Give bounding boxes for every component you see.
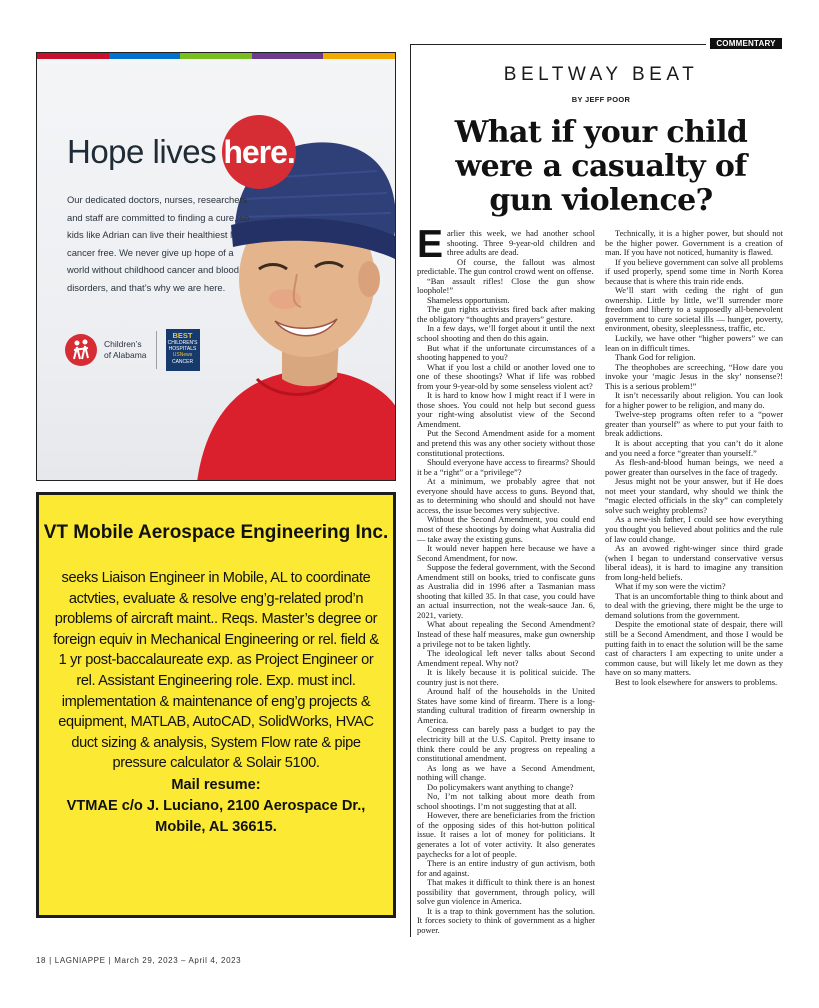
article-paragraph: That is an uncomfortable thing to think about and to deal with the grieving, there might be the urge to demand solutions from the government. (605, 590, 783, 620)
article-paragraph: It is likely because it is political suicide. The country just is not there. (417, 667, 595, 687)
article-paragraph: As an avowed right-winger since third grade (when I began to understand conservative versus liberal ideas), it is hard to imagine any transition from long-held beliefs. (605, 543, 783, 582)
article-headline: What if your child were a casualty of gun violence? (454, 115, 748, 218)
ad-color-stripe (37, 53, 395, 59)
hospital-logo-text (104, 339, 147, 361)
badge-middle: CHILDREN'S HOSPITALS (167, 340, 198, 353)
page-number: 18 (36, 956, 47, 965)
ad-body-text: Our dedicated doctors, nurses, researchers and staff are committed to finding a cure, so kids like Adrian can live their healthiest life – cancer free. We never give up hope of a world without childhood cancer and blood disorders, and that’s why we are here. (67, 194, 250, 293)
article-paragraph: “Ban assault rifles! Close the gun show loophole!” (417, 275, 595, 296)
classified-mail-label: Mail resume: (171, 776, 261, 793)
footer-separator: | (108, 956, 112, 965)
article-paragraph: It is hard to know how I might react if I were in those shoes. You could not help but second guess your right-wing absolutist view of the Second Amendment. (417, 390, 595, 429)
badge-brand: USNews (172, 352, 193, 359)
article-paragraph: It isn’t necessarily about religion. You can look for a higher power to be religion, and many do. (605, 390, 783, 410)
classified-body: seeks Liaison Engineer in Mobile, AL to coordinate actvties, evaluate & resolve eng’g-related prod’n problems of aircraft maint.. Reqs. Master’s degree or foreign equiv in Mechanical Engineering or rel. field & 1 yr post-baccalaureate exp. as Project Engineer or rel. Assistant Engineering role. Exp. must incl. implementation & maintenance of eng’g projects & equipment, MATLAB, AutoCAD, SolidWorks, HVAC duct sizing & analysis, System Flow rate & pipe pressure calculator & Solair 5100. (53, 570, 379, 772)
footer-separator: | (49, 956, 52, 965)
article-paragraph: Should everyone have access to firearms? Should it be a “right” or a “privilege”? (417, 457, 595, 477)
article-paragraph: It would never happen here because we have a Second Amendment, for now. (417, 543, 595, 563)
article-paragraph: Twelve-step programs often refer to a “power greater than yourself” as where to put your faith to break addictions. (605, 409, 783, 439)
article-paragraph: What if my son were the victim? (615, 581, 726, 592)
logo-line-2: of Alabama (104, 350, 147, 360)
ad-stripe-segment (323, 53, 395, 59)
page-footer (36, 956, 241, 965)
article-paragraph: Suppose the federal government, with the Second Amendment still on books, tried to confiscate guns as Australia did in 1996 after a Tasmanian mass shooting that killed 35. In that case, you could have an actual insurrection, not the weak-sauce Jan. 6, 2021, variety. (417, 562, 595, 620)
drop-cap: E (417, 223, 444, 266)
article-paragraph: As flesh-and-blood human beings, we need a power greater than ourselves in the face of tragedy. (605, 457, 783, 477)
ad-headline (67, 115, 296, 189)
article-paragraph: Around half of the households in the United States have some kind of firearm. There is a long-standing cultural tradition of firearm ownership in America. (417, 686, 595, 725)
lead-paragraph (417, 223, 595, 266)
article-paragraph: However, there are beneficiaries from the friction of the opposing sides of this hot-button political issue. It raises a lot of money for politicians. It generates a lot of voter activity. It also generates paychecks for a lot of people. (417, 810, 595, 859)
job-classified-ad (36, 492, 396, 918)
article-paragraph: If you believe government can solve all problems if used properly, spend some time in North Korea because that is where this train ride ends. (605, 256, 783, 286)
column-name: BELTWAY BEAT (503, 64, 699, 85)
classified-address: VTMAE c/o J. Luciano, 2100 Aerospace Dr., Mobile, AL 36615. (66, 797, 366, 835)
article-paragraph: We’ll start with ceding the right of gun ownership. Little by little, we’ll surrender more freedom and liberty to a supposedly all-benevolent government to cure societal ills — hunger, poverty, environment, obesity, sleeplessness, traffic, etc. (605, 285, 783, 334)
article-paragraph: The ideological left never talks about Second Amendment repeal. Why not? (417, 648, 595, 668)
classified-title: VT Mobile Aerospace Engineering Inc. (43, 522, 389, 543)
article-paragraph: Technically, it is a higher power, but should not be the higher power. Government is a creation of man. If you have not noticed, humanity is flawed. (605, 228, 783, 258)
hospital-advertisement (36, 52, 396, 481)
article-paragraph: It is a trap to think government has the solution. It forces society to think of government as a higher power. (417, 905, 595, 935)
article-paragraph: At a minimum, we probably agree that not everyone should have access to guns. Beyond that, as to determining who should and should not have access, the issue becomes very subjective. (417, 476, 595, 515)
article-paragraph: Without the Second Amendment, you could end most of these shootings by doing what Australia did — take away the existing guns. (417, 514, 595, 544)
lead-text: arlier this week, we had another school shooting. Three 9-year-old children and three adults are dead. (447, 228, 595, 258)
article-paragraph: As a new-ish father, I could see how everything you thought you believed about politics and the rule of law could change. (605, 514, 783, 544)
article-paragraph: As long as we have a Second Amendment, nothing will change. (417, 762, 595, 783)
article-paragraph: That makes it difficult to think there is an honest possibility that government, through policy, will solve gun violence in America. (417, 877, 595, 907)
article-paragraph: But what if the unfortunate circumstances of a shooting happened to you? (417, 342, 595, 363)
hospital-logo-icon (65, 334, 97, 366)
ad-stripe-segment (37, 53, 109, 59)
article-paragraph: What about repealing the Second Amendment? Instead of these half measures, make gun ownership a privilege not to be taken lightly. (417, 619, 595, 649)
top-rule (410, 44, 706, 45)
publication-name: LAGNIAPPE (54, 956, 106, 965)
best-hospitals-badge (166, 329, 200, 371)
article-paragraph: The gun rights activists fired back after making the obligatory “thoughts and prayers” gesture. (417, 304, 595, 324)
logo-line-1: Children’s (104, 339, 142, 349)
issue-dates: March 29, 2023 – April 4, 2023 (114, 956, 242, 965)
ad-headline-highlight: here. (222, 115, 296, 189)
article-paragraph: Do policymakers want anything to change? (427, 781, 574, 792)
article-paragraph: There is an entire industry of gun activism, both for and against. (417, 858, 595, 878)
byline: BY JEFF POOR (571, 95, 631, 104)
ad-headline-prefix: Hope lives (67, 133, 217, 170)
column-divider (410, 44, 411, 937)
article-body (417, 223, 783, 939)
article-paragraph: No, I’m not talking about more death from school shootings. I’m not suggesting that at all. (417, 791, 595, 811)
article-paragraph: Luckily, we have other “higher powers” we can lean on in difficult times. (605, 333, 783, 353)
article-paragraph: It is about accepting that you can’t do it alone and you need a force “greater than yourself.” (605, 438, 783, 458)
article-paragraph: Despite the emotional state of despair, there will still be a Second Amendment, and those I would be putting faith in to enact the solution will be the same cast of characters I am expecting to unite under a common cause, but will likely let me down as they have on so many matters. (605, 619, 783, 678)
article-paragraph: Best to look elsewhere for answers to problems. (615, 676, 778, 687)
ad-stripe-segment (109, 53, 181, 59)
section-tag: COMMENTARY (710, 38, 782, 49)
ad-stripe-segment (252, 53, 324, 59)
hospital-logo (65, 329, 200, 371)
article-paragraph: Shameless opportunism. (427, 294, 510, 305)
article-paragraph: Jesus might not be your answer, but if He does not meet your standard, why should we think the “magic elected officials in the sky” can completely solve such weighty problems? (605, 476, 783, 515)
article-paragraph: In a few days, we’ll forget about it until the next school shooting and then do this again. (417, 323, 595, 344)
article-paragraph: Of course, the fallout was almost predictable. The gun control crowd went on offense. (417, 256, 595, 277)
article-paragraph: Put the Second Amendment aside for a moment and pretend this was any other society without those constitutional protections. (417, 428, 595, 458)
logo-divider (156, 331, 157, 369)
article-paragraph: The theophobes are screeching, “How dare you invoke your ‘magic Jesus in the sky’ nonsense?! This is a serious problem!” (605, 361, 783, 391)
article-paragraph: What if you lost a child or another loved one to one of these shootings? What if life was robbed from your 9-year-old by some senseless violent act? (417, 361, 595, 391)
badge-bottom: CANCER (171, 358, 194, 365)
article-paragraph: Congress can barely pass a budget to pay the electricity bill at the U.S. Capitol. Pretty insane to think there could be any progress on repealing a constitutional amendment. (417, 724, 595, 764)
article-paragraph: Thank God for religion. (615, 352, 696, 363)
badge-top: BEST (172, 331, 193, 340)
ad-stripe-segment (180, 53, 252, 59)
